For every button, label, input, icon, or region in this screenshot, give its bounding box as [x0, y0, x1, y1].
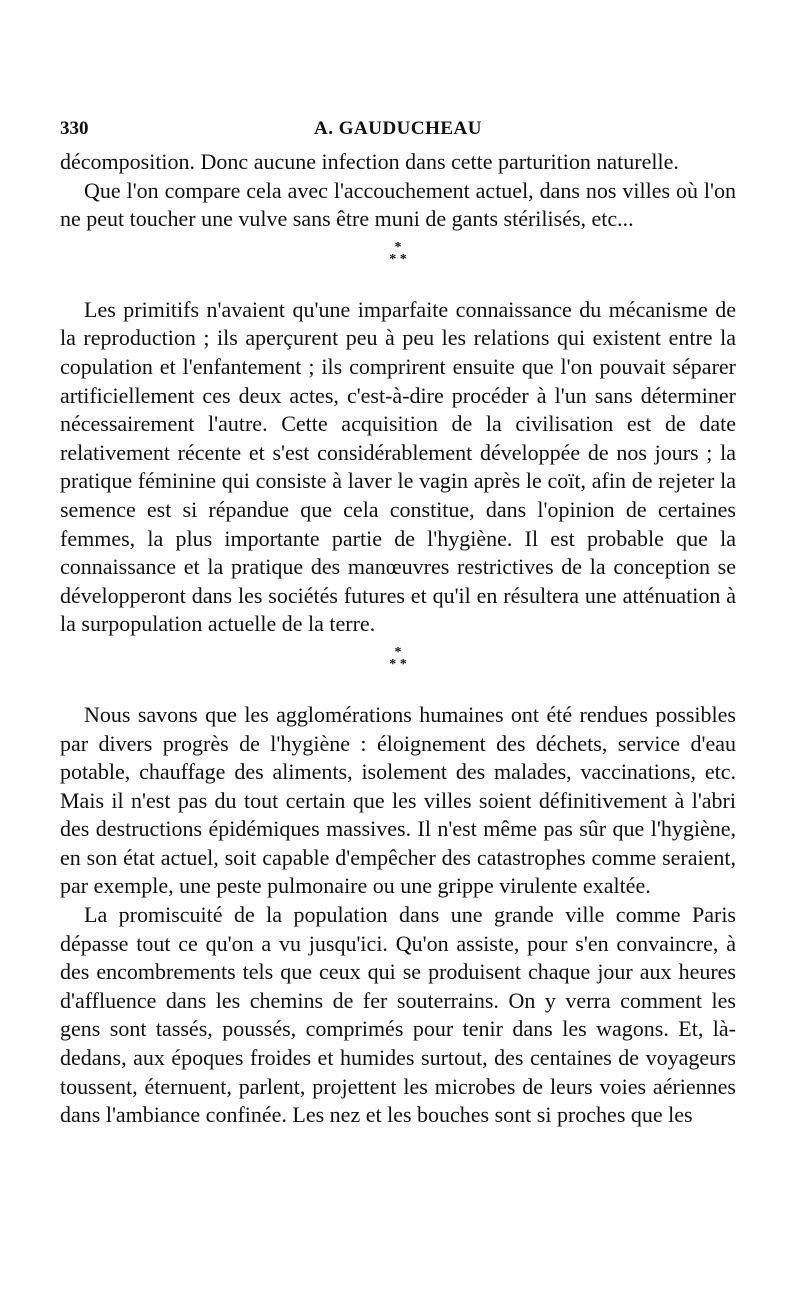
- paragraph-3: Les primitifs n'avaient qu'une imparfaite connaissance du mécanisme de la reproduction ; ils aperçurent peu à peu les relations qui existent entre la copulation et l'enfantement ; ils comprirent ensuite que l'on pouvait séparer artificiellement ces deux actes, c'est-à-dire procéder à l'un sans déterminer nécessairement l'autre. Cette acquisition de la civilisation est de date relativement récente et s'est considérablement développée de nos jours ; la pratique féminine qui consiste à laver le vagin après le coït, afin de rejeter la semence est si répandue que cela constitue, dans l'opinion de certaines femmes, la plus importante partie de l'hygiène. Il est probable que la connaissance et la pratique des manœuvres restrictives de la conception se développeront dans les sociétés futures et qu'il en résultera une atténuation à la surpopulation actuelle de la terre.: [60, 296, 736, 637]
- asterism-top: *: [394, 644, 402, 660]
- body-text: [60, 148, 736, 1130]
- book-page: [60, 118, 736, 1130]
- paragraph-4: Nous savons que les agglomérations humaines ont été rendues possibles par divers progrès de l'hygiène : éloignement des déchets, service d'eau potable, chauffage des aliments, isolement des malades, vaccinations, etc. Mais il n'est pas du tout certain que les villes soient définitivement à l'abri des destructions épidémiques massives. Il n'est même pas sûr que l'hygiène, en son état actuel, soit capable d'empêcher des catastrophes comme seraient, par exemple, une peste pulmonaire ou une grippe virulente exaltée.: [60, 701, 736, 899]
- page-number: 330: [60, 118, 89, 139]
- running-title: A. GAUDUCHEAU: [314, 118, 482, 139]
- asterism-bottom: * *: [389, 656, 407, 672]
- paragraph-2: Que l'on compare cela avec l'accouchement actuel, dans nos villes où l'on ne peut toucher une vulve sans être muni de gants stérilisés, etc...: [60, 177, 736, 232]
- paragraph-1: décomposition. Donc aucune infection dans cette parturition naturelle.: [60, 149, 679, 174]
- page-header: [60, 118, 736, 148]
- asterism-top: *: [394, 239, 402, 255]
- section-break-2: [60, 639, 736, 701]
- asterism-bottom: * *: [389, 251, 407, 267]
- section-break-1: [60, 234, 736, 296]
- paragraph-5: La promiscuité de la population dans une grande ville comme Paris dépasse tout ce qu'on a vu jusqu'ici. Qu'on assiste, pour s'en convaincre, à des encombrements tels que ceux qui se produisent chaque jour aux heures d'affluence dans les chemins de fer souterrains. On y verra comment les gens sont tassés, poussés, comprimés pour tenir dans les wagons. Et, là-dedans, aux époques froides et humides surtout, des centaines de voyageurs toussent, éternuent, parlent, projettent les microbes de leurs voies aériennes dans l'ambiance confinée. Les nez et les bouches sont si proches que les: [60, 902, 736, 1128]
